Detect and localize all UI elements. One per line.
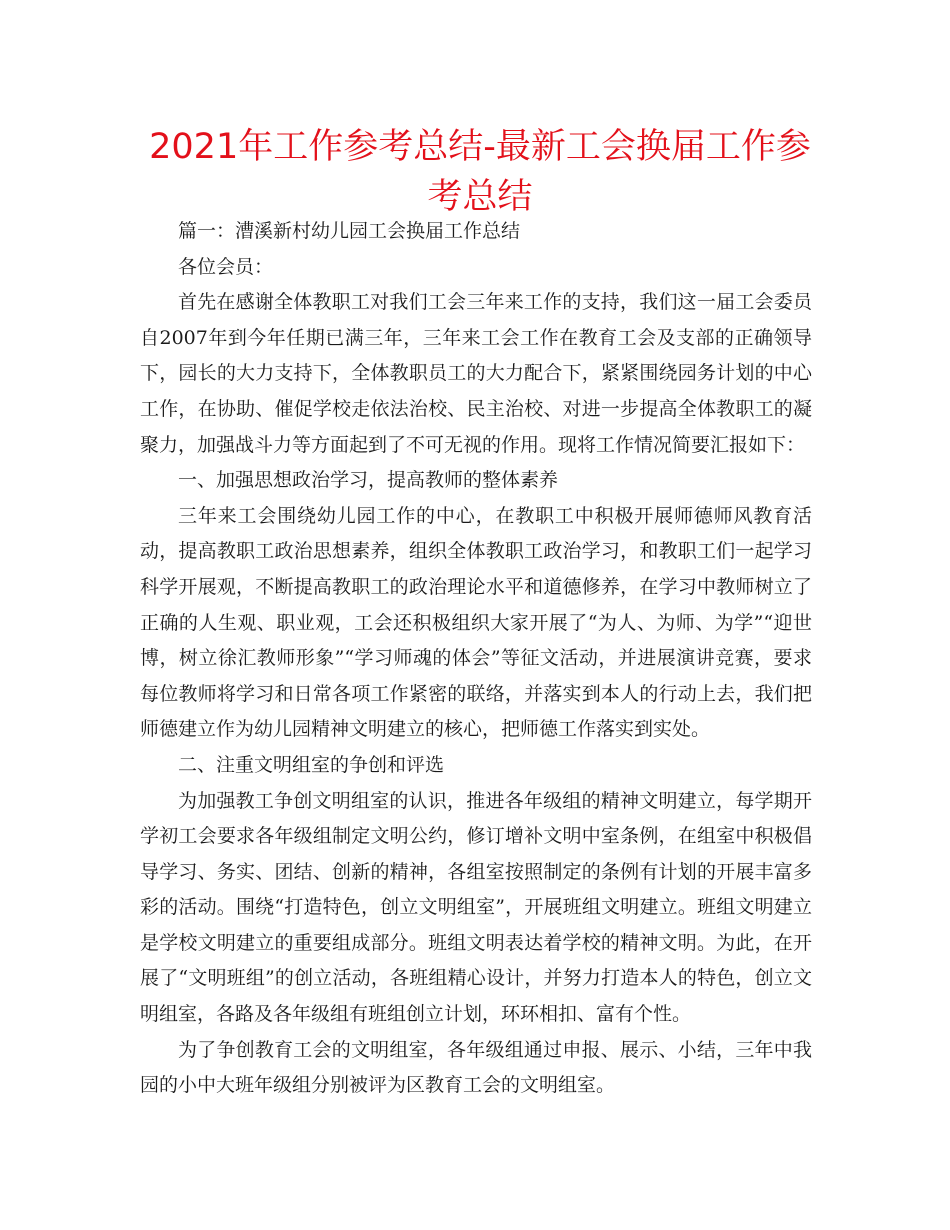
paragraph-intro: 首先在感谢全体教职工对我们工会三年来工作的支持，我们这一届工会委员自2007年到今年任期已满三年，三年来工会工作在教育工会及支部的正确领导下，园长的大力支持下，全体教职员工的大力配合下，紧紧围绕园务计划的中心工作，在协助、催促学校走依法治校、民主治校、对进一步提高全体教职工的凝聚力，加强战斗力等方面起到了不可无视的作用。现将工作情况简要汇报如下：: [140, 291, 812, 456]
paragraph-salutation: 各位会员：: [178, 255, 274, 278]
paragraph-heading-2: 二、注重文明组室的争创和评选: [178, 753, 445, 776]
paragraph-body-2: 为加强教工争创文明组室的认识，推进各年级组的精神文明建立，每学期开学初工会要求各年级组制定文明公约，修订增补文明中室条例，在组室中积极倡导学习、务实、团结、创新的精神，各组室按照制定的条例有计划的开展丰富多彩的活动。围绕“打造特色，创立文明组室”，开展班组文明建立。班组文明建立是学校文明建立的重要组成部分。班组文明表达着学校的精神文明。为此，在开展了“文明班组”的创立活动，各班组精心设计，并努力打造本人的特色，创立文明组室，各路及各年级组有班组创立计划，环环相扣、富有个性。: [140, 789, 812, 1026]
document-title: 2021年工作参考总结-最新工会换届工作参考总结: [149, 127, 811, 217]
paragraph-section-heading: 篇一：漕溪新村幼儿园工会换届工作总结: [178, 220, 521, 242]
paragraph-body-3: 为了争创教育工会的文明组室，各年级组通过申报、展示、小结，三年中我园的小中大班年级组分别被评为区教育工会的文明组室。: [140, 1038, 812, 1097]
document-body: [140, 214, 812, 1104]
paragraph-body-1: 三年来工会围绕幼儿园工作的中心，在教职工中积极开展师德师风教育活动，提高教职工政治思想素养，组织全体教职工政治学习，和教职工们一起学习科学开展观，不断提高教职工的政治理论水平和道德修养，在学习中教师树立了正确的人生观、职业观，工会还积极组织大家开展了“为人、为师、为学”“迎世博，树立徐汇教师形象”“学习师魂的体会”等征文活动，并进展演讲竞赛，要求每位教师将学习和日常各项工作紧密的联络，并落实到本人的行动上去，我们把师德建立作为幼儿园精神文明建立的核心，把师德工作落实到实处。: [140, 504, 812, 741]
paragraph-heading-1: 一、加强思想政治学习，提高教师的整体素养: [178, 469, 559, 492]
